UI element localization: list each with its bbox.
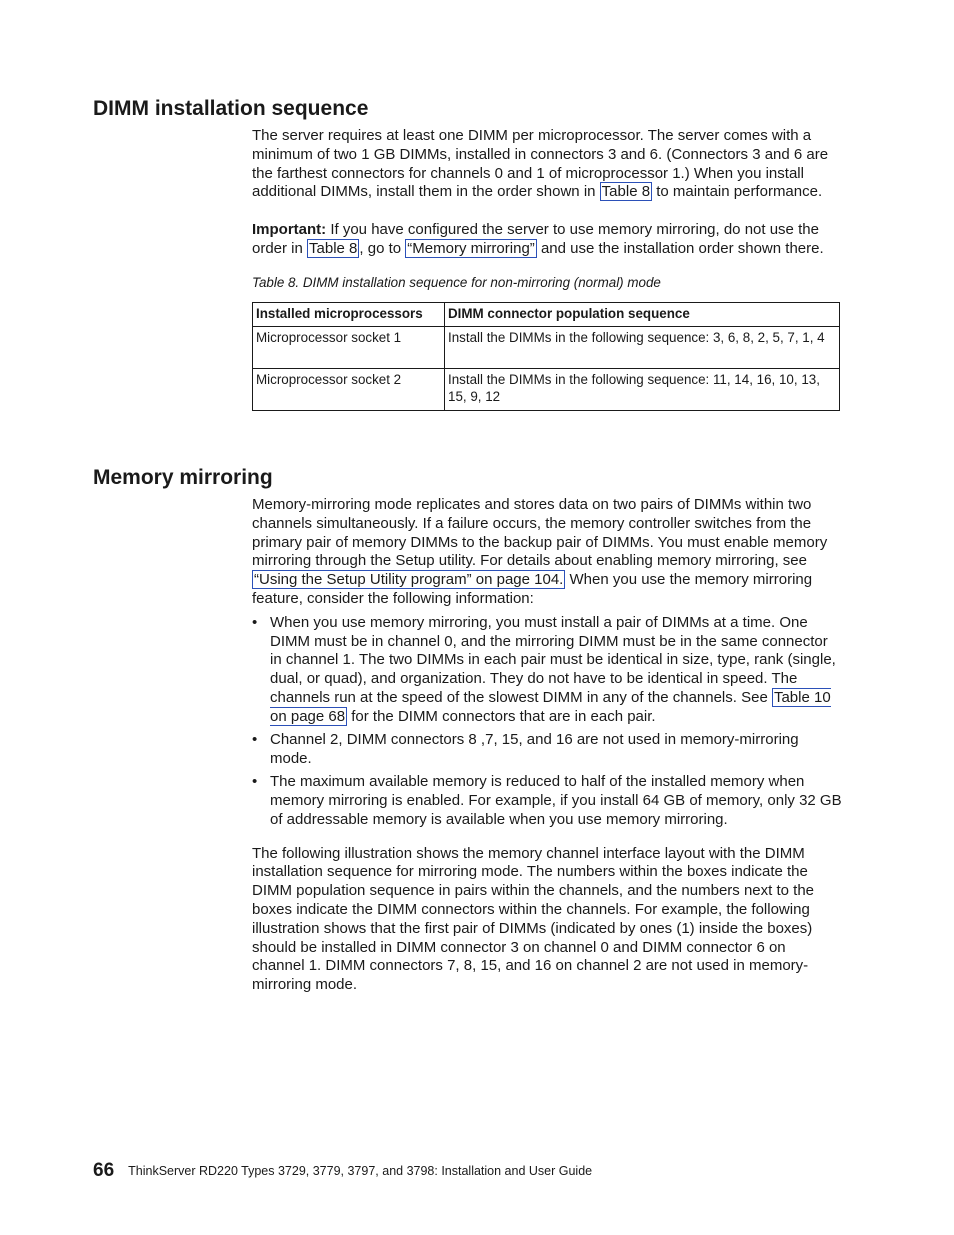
- table-caption: Table 8. DIMM installation sequence for non-mirroring (normal) mode: [252, 274, 661, 290]
- mirroring-intro-paragraph: [252, 496, 842, 609]
- table-8-link-2[interactable]: Table 8: [309, 239, 358, 257]
- dimm-sequence-table: [252, 302, 840, 411]
- table-8-link[interactable]: Table 8: [601, 183, 651, 201]
- intro-text: The server requires at least one DIMM per microprocessor. The server comes with a minimum of two 1 GB DIMMs, installed in connectors 3 and 6. (Connectors 3 and 6 are the farthest connectors for channels 0 and 1 of microprocessor 1.) When you install additional DIMMs, install them in the order shown in: [252, 127, 829, 201]
- bullet-text-end: for the DIMM connectors that are in each pair.: [347, 707, 656, 725]
- mirroring-bullet-list: [252, 614, 842, 830]
- setup-utility-link[interactable]: “Using the Setup Utility program” on page 104.: [254, 571, 564, 589]
- important-label: Important:: [252, 221, 327, 239]
- intro-paragraph: [252, 127, 842, 202]
- illustration-description-paragraph: The following illustration shows the memory channel interface layout with the DIMM installation sequence for mirroring mode. The numbers within the boxes indicate the DIMM population sequence in pairs within the channels, and the numbers next to the boxes indicate the DIMM connectors within the channels. For example, the following illustration shows that the first pair of DIMMs (indicated by ones (1) inside the boxes) should be installed in DIMM connector 3 on channel 0 and DIMM connector 6 on channel 1. DIMM connectors 7, 8, 15, and 16 on channel 2 are not used in memory-mirroring mode.: [252, 844, 815, 994]
- intro-text-end: to maintain performance.: [652, 183, 823, 201]
- important-text: If you have configured the server to use memory mirroring, do not use the order in: [252, 221, 819, 257]
- table-cell: Microprocessor socket 1: [253, 326, 445, 368]
- table-cell: Microprocessor socket 2: [253, 368, 445, 410]
- list-item: • Channel 2, DIMM connectors 8 ,7, 15, and 16 are not used in memory-mirroring mode.: [252, 731, 842, 769]
- footer-title: ThinkServer RD220 Types 3729, 3779, 3797, and 3798: Installation and User Guide: [128, 1164, 593, 1178]
- page-number: 66: [93, 1160, 115, 1181]
- table-10-link[interactable]: Table 10 on page 68: [270, 688, 831, 725]
- important-text-2: , go to: [359, 239, 406, 257]
- memory-mirroring-link[interactable]: “Memory mirroring”: [407, 239, 535, 257]
- table-header-cell: DIMM connector population sequence: [445, 302, 840, 326]
- section2-body: [252, 496, 842, 995]
- list-item: • The maximum available memory is reduced to half of the installed memory when memory mirroring is enabled. For example, if you install 64 GB of memory, only 32 GB of addressable memory is available when you use memory mirroring.: [252, 773, 842, 829]
- table-cell: Install the DIMMs in the following sequence: 11, 14, 16, 10, 13, 15, 9, 12: [445, 368, 840, 410]
- section-heading-dimm-installation-sequence: DIMM installation sequence: [93, 97, 369, 120]
- section-heading-memory-mirroring: Memory mirroring: [93, 466, 273, 489]
- important-text-3: and use the installation order shown there.: [536, 239, 824, 257]
- page-footer: [93, 1160, 592, 1182]
- table-cell: Install the DIMMs in the following sequence: 3, 6, 8, 2, 5, 7, 1, 4: [445, 326, 840, 368]
- table-header-cell: Installed microprocessors: [253, 302, 445, 326]
- mirroring-intro-text: Memory-mirroring mode replicates and stores data on two pairs of DIMMs within two channels simultaneously. If a failure occurs, the memory controller switches from the primary pair of memory DIMMs to the backup pair of DIMMs. You must enable memory mirroring through the Setup utility. For details about enabling memory mirroring, see: [252, 496, 828, 570]
- table-header-row: [253, 302, 840, 326]
- table-row: [253, 368, 840, 410]
- list-item: [252, 614, 842, 727]
- important-note: [252, 221, 842, 259]
- section1-body: [252, 127, 842, 411]
- table-row: [253, 326, 840, 368]
- bullet-text: When you use memory mirroring, you must install a pair of DIMMs at a time. One DIMM must be in channel 0, and the mirroring DIMM must be in the same connector in channel 1. The two DIMMs in each pair must be identical in size, type, rank (single, dual, or quad), and organization. They do not have to be identical in speed. The channels run at the speed of the slowest DIMM in any of the channels. See: [270, 613, 836, 706]
- mirroring-intro-text-end: When you use the memory mirroring feature, consider the following information:: [252, 571, 813, 607]
